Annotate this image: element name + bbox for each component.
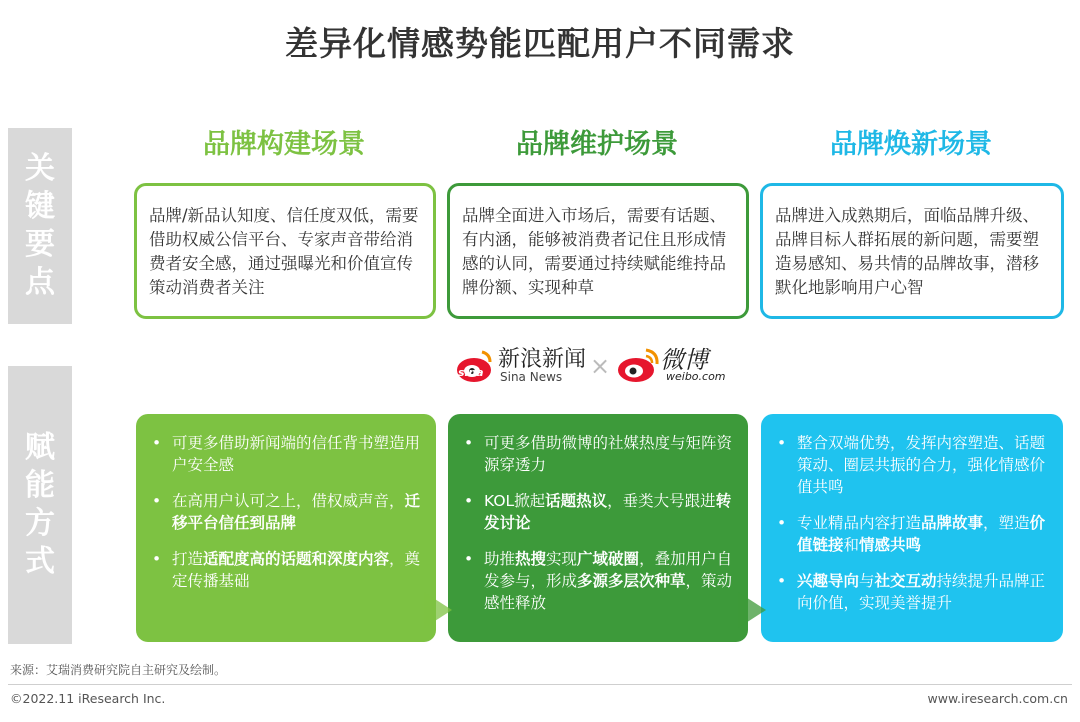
flow-arrow — [738, 592, 766, 628]
method-item-highlight: 广域破圈 — [577, 550, 640, 568]
method-list — [775, 432, 1049, 614]
method-item — [150, 548, 422, 592]
method-item-text: 持续提升品牌正向价值，实现美誉提升 — [797, 572, 1046, 612]
page-title: 差异化情感势能匹配用户不同需求 — [285, 24, 795, 63]
times-symbol: × — [590, 352, 611, 380]
sina-news-name: 新浪新闻 — [498, 347, 587, 372]
scene-title-refresh: 品牌焕新场景 — [830, 129, 992, 160]
side-label-key-points — [8, 128, 72, 324]
method-item — [150, 432, 422, 476]
method-item-highlight: 多源多层次种草 — [577, 572, 686, 590]
method-item-text: ，叠加用户自发参与，形成 — [484, 550, 733, 590]
method-item-highlight: 价值链接 — [797, 514, 1046, 554]
side-char: 式 — [25, 544, 55, 579]
method-item — [462, 432, 734, 476]
scene-box-build — [134, 183, 436, 319]
scene-box-refresh — [760, 183, 1064, 319]
method-item-highlight: 品牌故事 — [921, 514, 984, 532]
method-item — [775, 570, 1049, 614]
scene-description: 品牌进入成熟期后，面临品牌升级、品牌目标人群拓展的新问题，需要塑造易感知、易共情的品牌故事，潜移默化地影响用户心智 — [775, 206, 1039, 297]
side-char: 键 — [25, 189, 55, 224]
flow-arrow — [424, 592, 452, 628]
side-char: 要 — [25, 227, 55, 262]
method-item-text: 助推 — [484, 550, 516, 568]
sina-news-english: Sina News — [500, 370, 563, 384]
scene-description: 品牌全面进入市场后，需要有话题、有内涵，能够被消费者记住且形成情感的认同，需要通过持续赋能维持品牌份额、实现种草 — [462, 206, 726, 297]
method-item-text: ，奠定传播基础 — [172, 550, 421, 590]
scene-title-maintain: 品牌维护场景 — [516, 129, 678, 160]
method-item-highlight: 迁移平台信任到品牌 — [172, 492, 421, 532]
method-item-text: 在高用户认可之上，借权威声音， — [172, 492, 405, 510]
weibo-english: weibo.com — [666, 370, 726, 383]
method-box-build — [136, 414, 436, 642]
side-char: 赋 — [25, 430, 55, 465]
method-list — [462, 432, 734, 614]
scene-box-maintain — [447, 183, 749, 319]
method-item-text: 可更多借助微博的社媒热度与矩阵资源穿透力 — [484, 434, 733, 474]
method-item-text: 和 — [843, 536, 860, 554]
method-item-text: KOL掀起 — [484, 492, 546, 510]
scene-title-build: 品牌构建场景 — [203, 129, 365, 160]
method-item-text: ，策动感性释放 — [484, 572, 733, 612]
method-item-highlight: 话题热议 — [545, 492, 608, 510]
method-item-text: ，塑造 — [983, 514, 1030, 532]
method-item-text: 专业精品内容打造 — [797, 514, 922, 532]
method-item-highlight: 社交互动 — [874, 572, 937, 590]
method-box-refresh — [761, 414, 1063, 642]
source-note: 来源：艾瑞消费研究院自主研究及绘制。 — [10, 663, 227, 677]
method-item — [775, 432, 1049, 498]
side-char: 方 — [25, 506, 55, 541]
weibo-eye-icon — [616, 346, 660, 384]
method-item — [462, 548, 734, 614]
weibo-name: 微博 — [660, 346, 708, 374]
method-list — [150, 432, 422, 592]
method-item-text: 打造 — [172, 550, 204, 568]
website-link[interactable]: www.iresearch.com.cn — [927, 691, 1068, 706]
method-item — [150, 490, 422, 534]
scene-description: 品牌/新品认知度、信任度双低，需要借助权威公信平台、专家声音带给消费者安全感，通过强曝光和价值宣传策动消费者关注 — [149, 206, 419, 297]
method-item-text: 整合双端优势，发挥内容塑造、话题策动、圈层共振的合力，强化情感价值共鸣 — [797, 434, 1046, 496]
method-item-highlight: 兴趣导向 — [797, 572, 860, 590]
method-item — [775, 512, 1049, 556]
method-item-text: 可更多借助新闻端的信任背书塑造用户安全感 — [172, 434, 421, 474]
method-item-highlight: 适配度高的话题和深度内容 — [203, 550, 390, 568]
side-label-methods — [8, 366, 72, 644]
method-item-highlight: 情感共鸣 — [859, 536, 922, 554]
partner-logos — [454, 340, 734, 390]
method-item-text: 实现 — [546, 550, 578, 568]
method-item-text: 与 — [859, 572, 875, 590]
method-item-text: ，垂类大号跟进 — [607, 492, 716, 510]
side-char: 点 — [25, 265, 55, 300]
copyright: ©2022.11 iResearch Inc. — [10, 691, 166, 706]
footer-divider — [8, 684, 1072, 685]
side-char: 关 — [25, 151, 55, 186]
method-item-highlight: 转发讨论 — [484, 492, 732, 532]
side-char: 能 — [25, 468, 55, 503]
svg-text:sina: sina — [458, 366, 484, 379]
sina-eye-icon — [454, 346, 494, 386]
method-box-maintain — [448, 414, 748, 642]
method-item-highlight: 热搜 — [515, 550, 547, 568]
method-item — [462, 490, 734, 534]
